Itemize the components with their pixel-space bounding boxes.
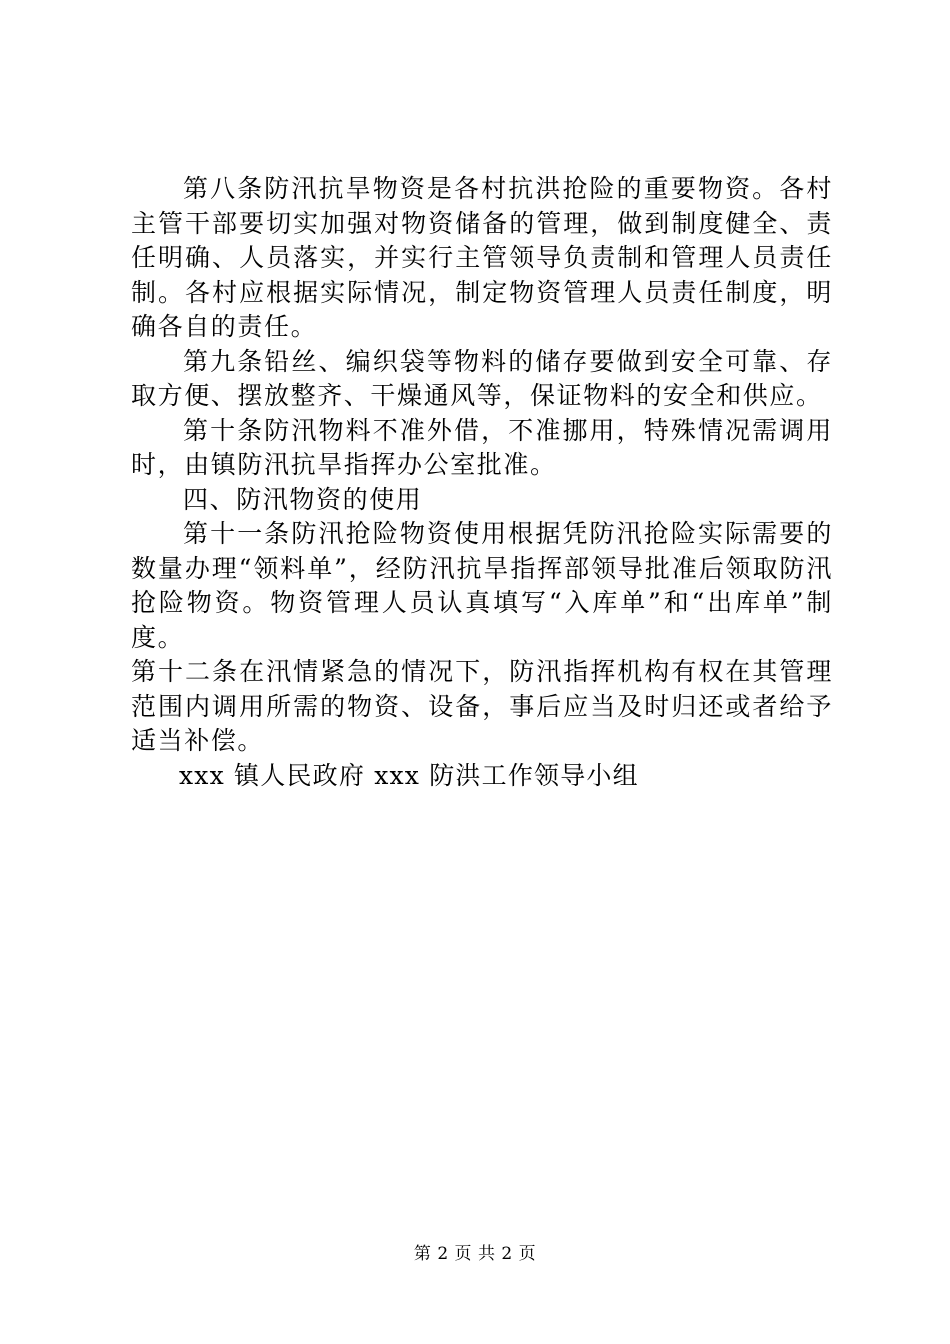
- article-9-paragraph: 第九条铅丝、编织袋等物料的储存要做到安全可靠、存取方便、摆放整齐、干燥通风等，保证物料的安全和供应。: [131, 346, 833, 410]
- article-10-paragraph: 第十条防汛物料不准外借，不准挪用，特殊情况需调用时，由镇防汛抗旱指挥办公室批准。: [131, 415, 833, 479]
- signature-line: xxx 镇人民政府 xxx 防洪工作领导小组: [179, 760, 639, 790]
- article-8-paragraph: 第八条防汛抗旱物资是各村抗洪抢险的重要物资。各村主管干部要切实加强对物资储备的管理，做到制度健全、责任明确、人员落实，并实行主管领导负责制和管理人员责任制。各村应根据实际情况，制定物资管理人员责任制度，明确各自的责任。: [131, 174, 833, 341]
- section-heading: 四、防汛物资的使用: [183, 484, 423, 514]
- document-body: [131, 172, 833, 793]
- page-number-footer: 第 2 页 共 2 页: [413, 1244, 537, 1264]
- article-11-paragraph: 第十一条防汛抢险物资使用根据凭防汛抢险实际需要的数量办理“领料单”，经防汛抗旱指挥部领导批准后领取防汛抢险物资。物资管理人员认真填写“入库单”和“出库单”制度。: [131, 519, 833, 652]
- article-12-paragraph: 第十二条在汛情紧急的情况下，防汛指挥机构有权在其管理范围内调用所需的物资、设备，事后应当及时归还或者给予适当补偿。: [131, 657, 833, 755]
